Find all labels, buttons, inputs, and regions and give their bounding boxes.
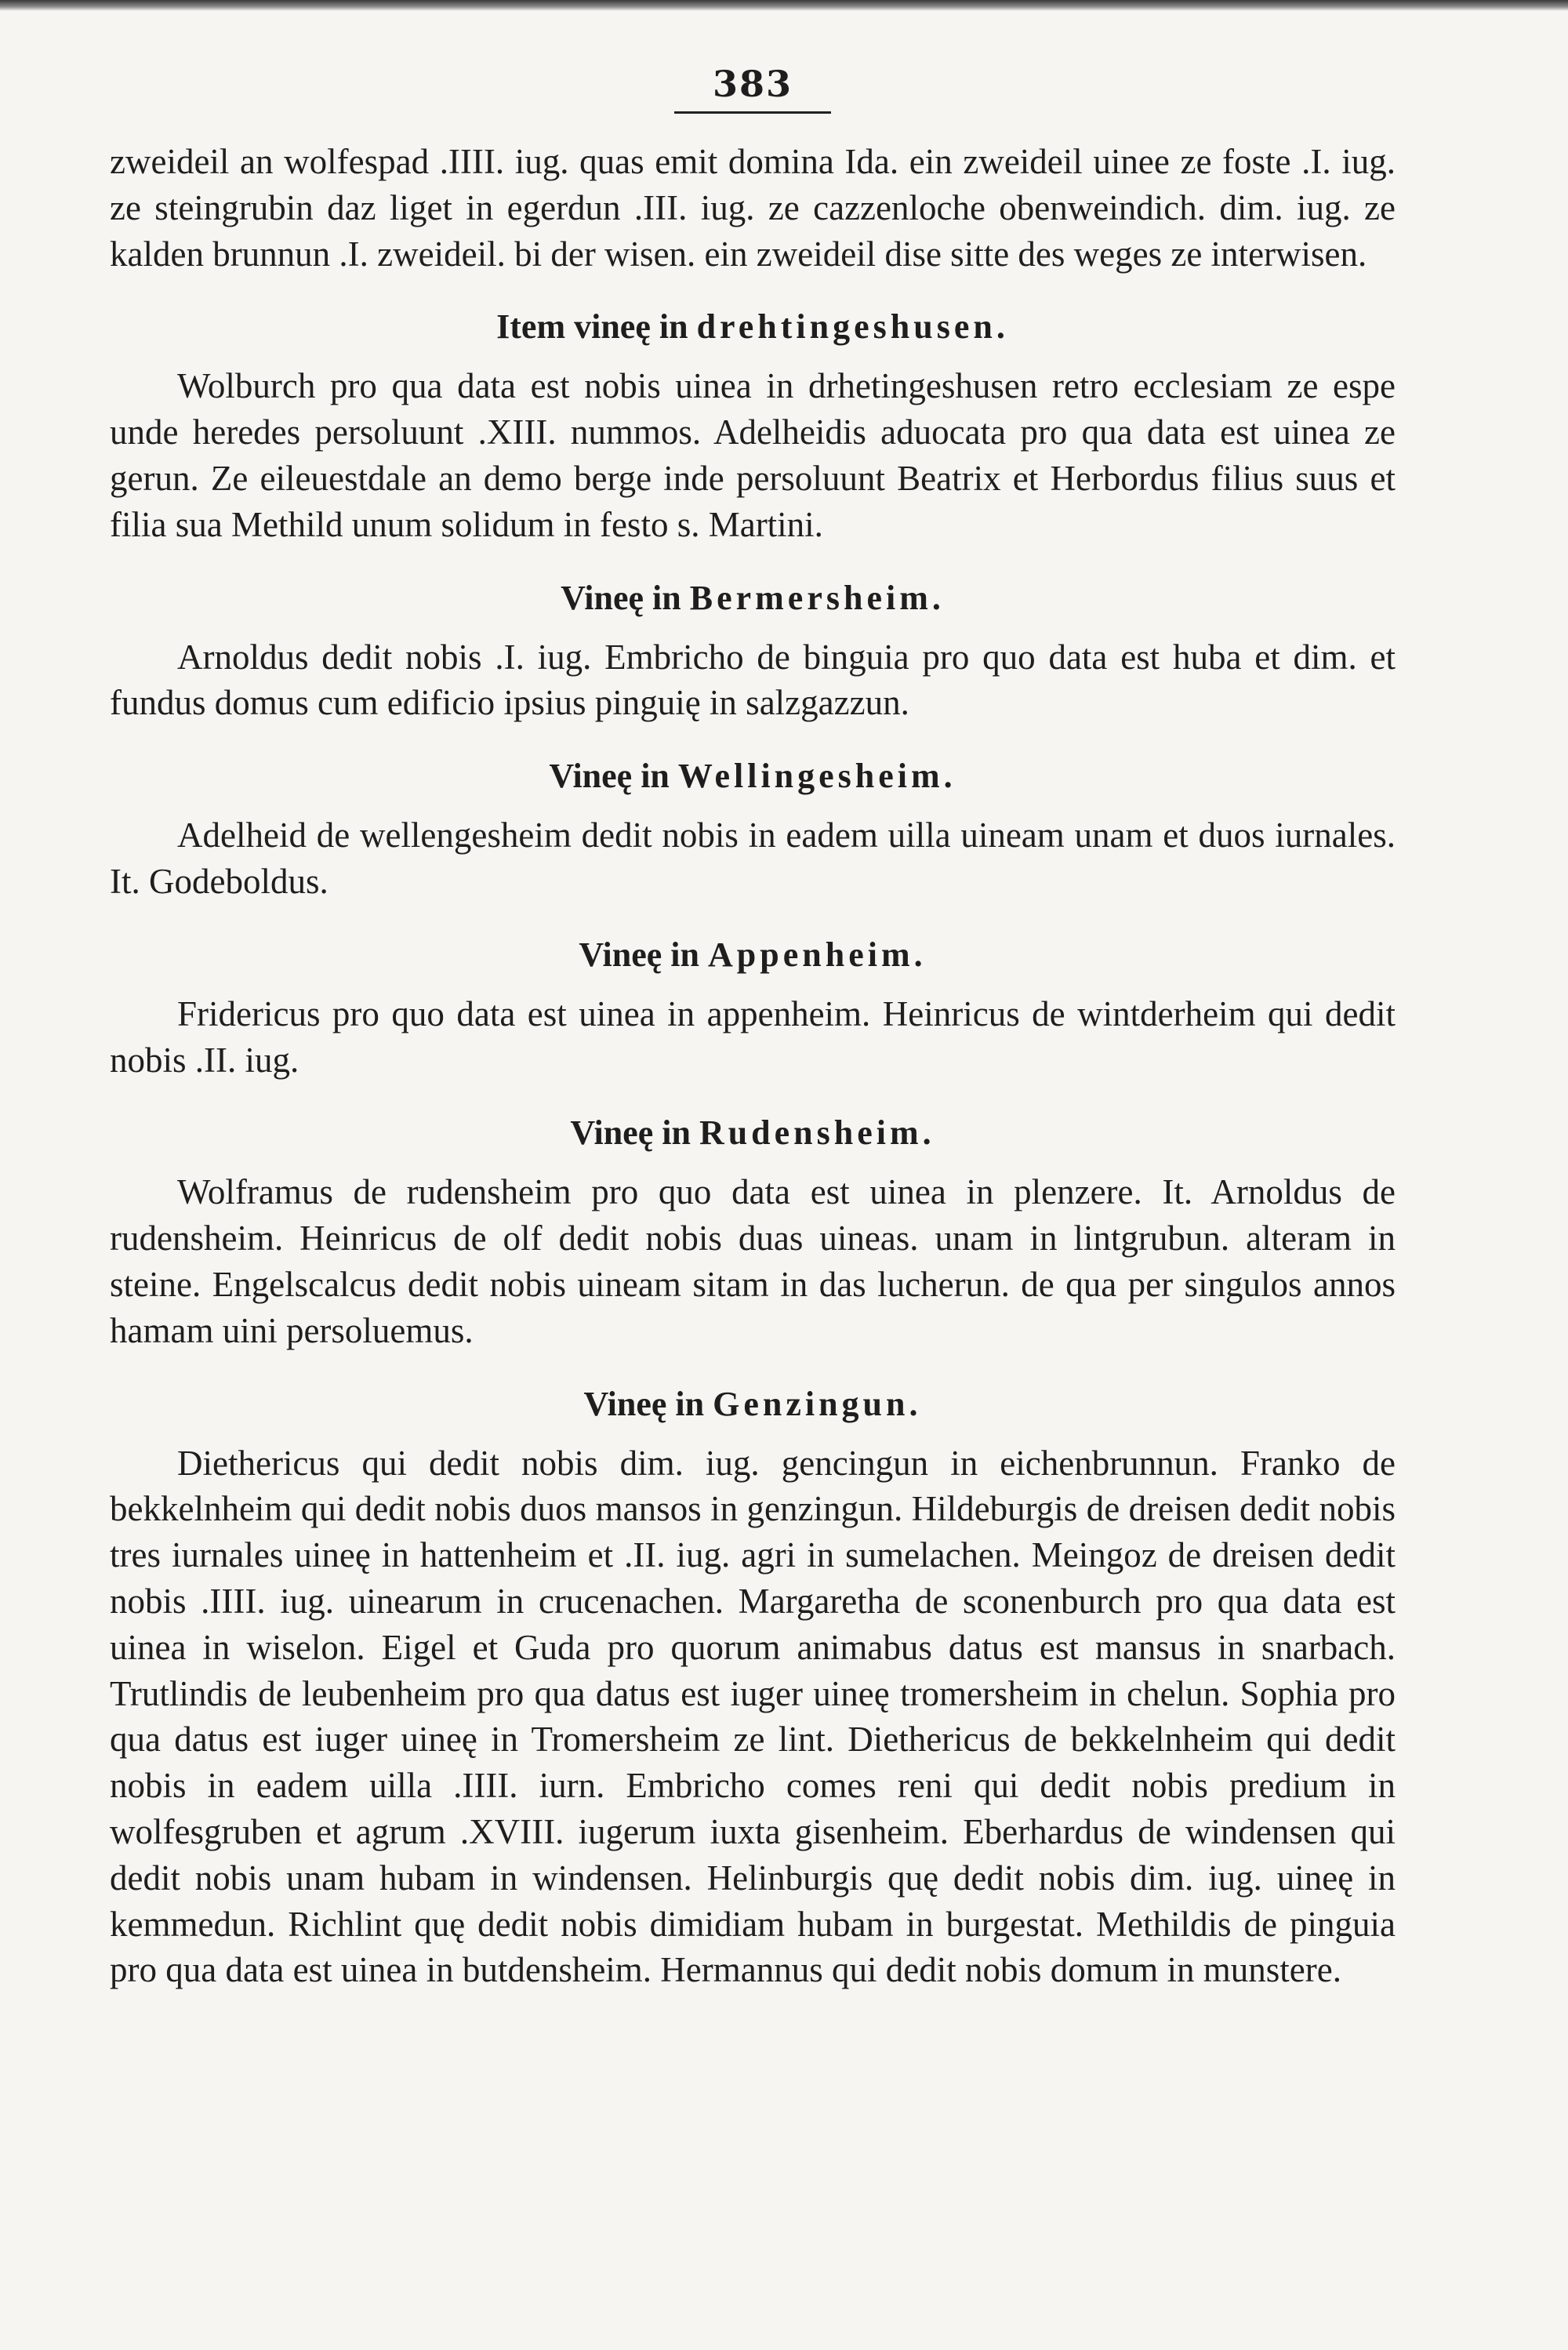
section-heading-wellingesheim <box>110 753 1396 800</box>
section-heading-appenheim <box>110 932 1396 979</box>
paragraph-text: Diethericus qui dedit nobis dim. iug. gencingun in eichenbrunnun. Franko de bekkelnheim qui dedit nobis duos mansos in genzingun. Hildeburgis de dreisen dedit nobis tres iurnales uineę in hattenheim et .II. iug. agri in sumelachen. Meingoz de dreisen dedit nobis .IIII. iug. uinearum in crucenachen. Margaretha de sconenburch pro qua data est uinea in wiselon. Eigel et Guda pro quorum animabus datus est mansus in snarbach. Trutlindis de leubenheim pro qua datus est iuger uineę tromersheim in chelun. Sophia pro qua datus est iuger uineę in Tromersheim ze lint. Diethericus de bekkelnheim qui dedit nobis in eadem uilla .IIII. iurn. Embricho comes reni qui dedit nobis predium in wolfesgruben et agrum .XVIII. iugerum iuxta gisenheim. Eberhardus de windensen qui dedit nobis unam hubam in windensen. Helinburgis quę dedit nobis dim. iug. uineę in kemmedun. Richlint quę dedit nobis dimidiam hubam in burgestat. Methildis de pinguia pro qua data est uinea in butdensheim. Hermannus qui dedit nobis domum in munstere. <box>110 1443 1396 1990</box>
document-page <box>110 63 1396 1993</box>
paragraph-drehtingeshusen <box>110 363 1396 547</box>
paragraph-text: Arnoldus dedit nobis .I. iug. Embricho de binguia pro quo data est huba et dim. et fundus domus cum edificio ipsius pinguię in salzgazzun. <box>110 637 1396 723</box>
scan-top-edge <box>0 0 1568 11</box>
heading-place: Genzingun. <box>713 1384 922 1423</box>
heading-prefix: Vineę in <box>579 935 699 974</box>
paragraph-bermersheim <box>110 634 1396 727</box>
section-heading-genzingun <box>110 1381 1396 1428</box>
paragraph-text: Wolframus de rudensheim pro quo data est uinea in plenzere. It. Arnoldus de rudensheim. Heinricus de olf dedit nobis duas uineas. unam in lintgrubun. alteram in steine. Engelscalcus dedit nobis uineam sitam in das lucherun. de qua per singulos annos hamam uini persoluemus. <box>110 1172 1396 1350</box>
section-heading-rudensheim <box>110 1110 1396 1157</box>
paragraph-genzingun <box>110 1440 1396 1994</box>
heading-place: Appenheim. <box>708 935 927 974</box>
section-heading-drehtingeshusen <box>110 303 1396 351</box>
paragraph-text: Adelheid de wellengesheim dedit nobis in eadem uilla uineam unam et duos iurnales. It. Godeboldus. <box>110 815 1396 901</box>
page-number: 383 <box>712 63 793 105</box>
paragraph-wellingesheim <box>110 812 1396 905</box>
paragraph-text: Fridericus pro quo data est uinea in appenheim. Heinricus de wintderheim qui dedit nobis .II. iug. <box>110 993 1396 1080</box>
page-number-rule <box>674 111 831 114</box>
heading-place: Wellingesheim. <box>677 757 956 796</box>
paragraph-rudensheim <box>110 1169 1396 1353</box>
paragraph-text: Wolburch pro qua data est nobis uinea in drhetingeshusen retro ecclesiam ze espe unde heredes persoluunt .XIII. nummos. Adelheidis aduocata pro qua data est uinea ze gerun. Ze eileuestdale an demo berge inde persoluunt Beatrix et Herbordus filius suus et filia sua Methild unum solidum in festo s. Martini. <box>110 366 1396 544</box>
heading-prefix: Vineę in <box>570 1113 691 1153</box>
heading-place: Bermersheim. <box>689 578 945 617</box>
paragraph-continuation: zweideil an wolfespad .IIII. iug. quas emit domina Ida. ein zweideil uinee ze foste .I. iug. ze steingrubin daz liget in egerdun .III. iug. ze cazzenloche obenweindich. dim. iug. ze kalden brunnun .I. zweideil. bi der wisen. ein zweideil dise sitte des weges ze interwisen. <box>110 142 1396 274</box>
heading-place: Rudensheim. <box>699 1113 935 1153</box>
heading-prefix: Vineę in <box>549 757 670 796</box>
heading-prefix: Vineę in <box>561 578 681 617</box>
heading-prefix: Item vineę in <box>496 307 688 347</box>
heading-prefix: Vineę in <box>583 1384 705 1423</box>
paragraph-appenheim <box>110 991 1396 1084</box>
heading-place: drehtingeshusen. <box>696 307 1009 347</box>
section-heading-bermersheim <box>110 575 1396 622</box>
